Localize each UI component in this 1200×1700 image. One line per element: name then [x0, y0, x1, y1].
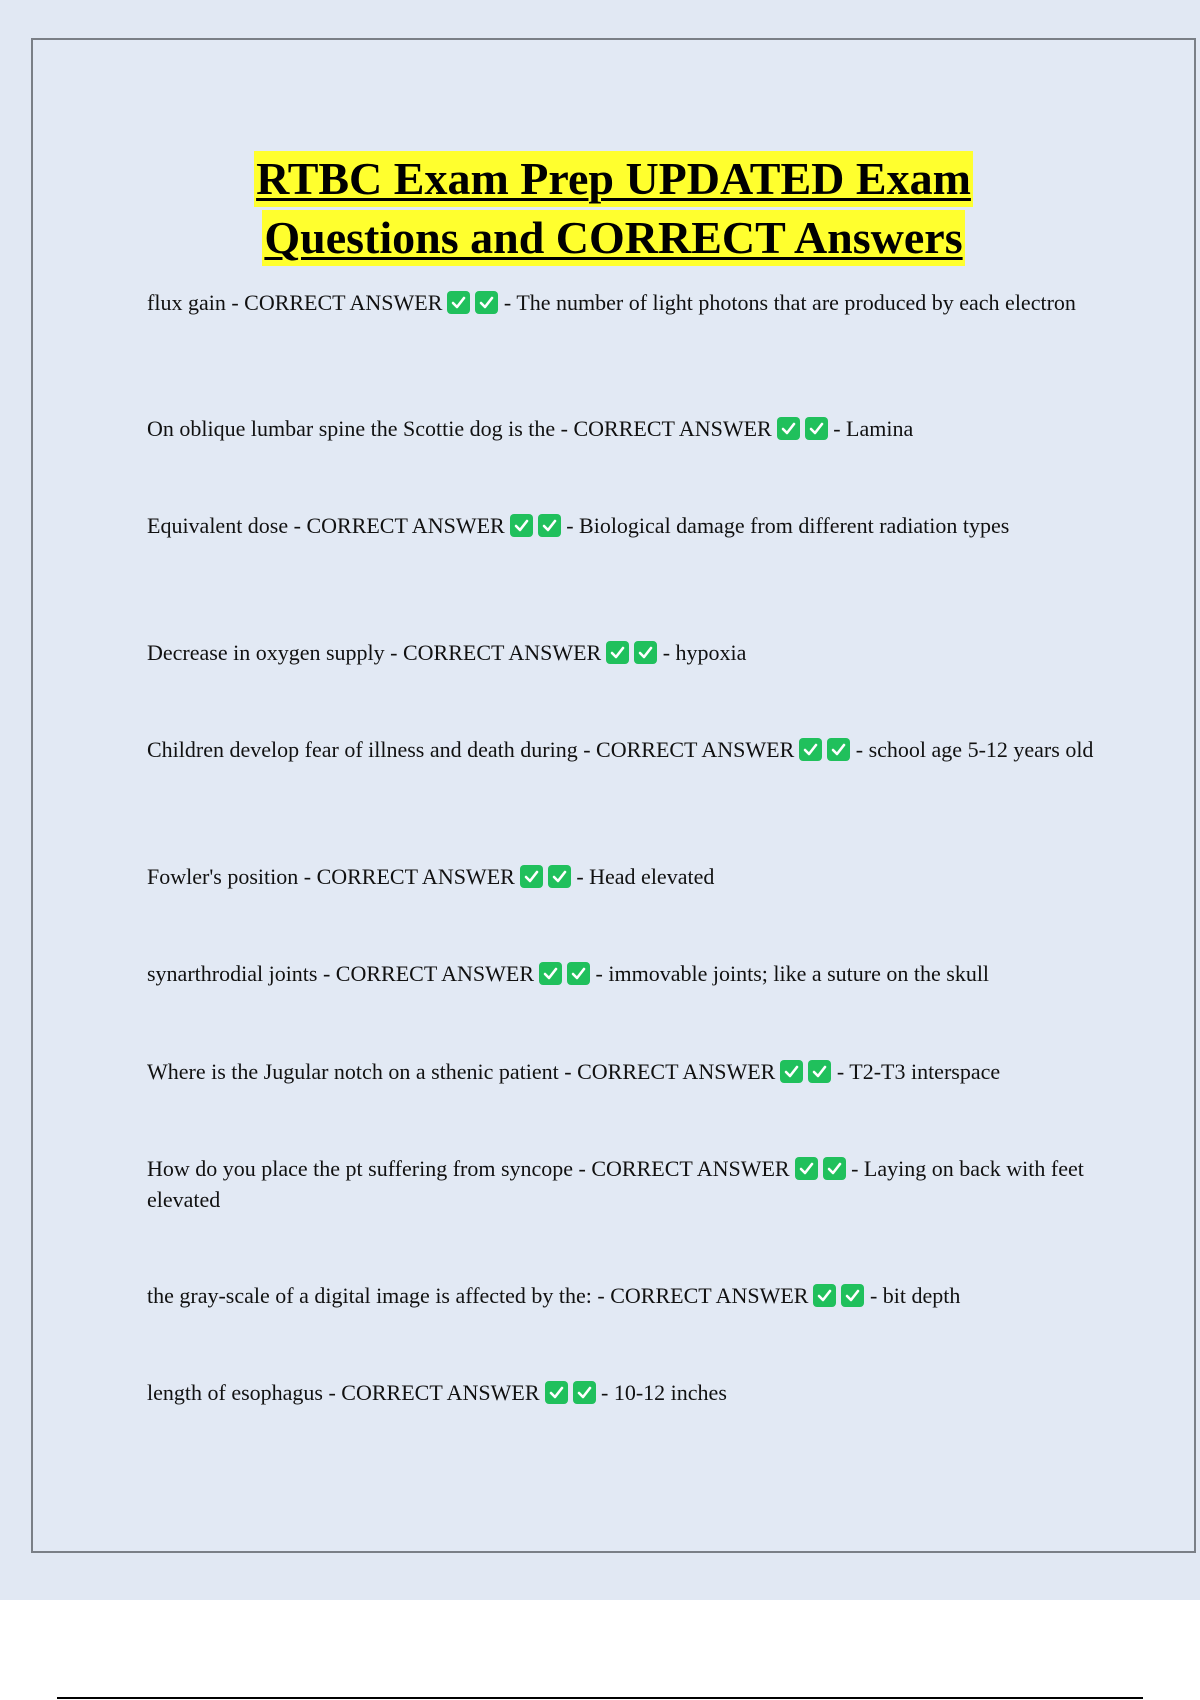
green-checkbox-icon — [447, 291, 470, 314]
green-checkbox-icon — [805, 417, 828, 440]
qa-item — [147, 1377, 1107, 1408]
qa-answer: - school age 5-12 years old — [850, 737, 1094, 762]
qa-answer: - bit depth — [864, 1283, 961, 1308]
qa-item — [147, 1056, 1107, 1087]
qa-question: length of esophagus - CORRECT ANSWER — [147, 1380, 540, 1405]
qa-answer: - Biological damage from different radiation types — [560, 513, 1010, 538]
green-checkbox-icon — [538, 514, 561, 537]
qa-item — [147, 1153, 1107, 1215]
green-checkbox-icon — [808, 1060, 831, 1083]
green-checkbox-icon — [795, 1157, 818, 1180]
document-title — [33, 148, 1194, 266]
qa-question: synarthrodial joints - CORRECT ANSWER — [147, 961, 535, 986]
qa-question: Equivalent dose - CORRECT ANSWER — [147, 513, 505, 538]
qa-item — [147, 1280, 1107, 1311]
qa-answer: - Laying on back with feet elevated — [147, 1156, 1084, 1212]
green-checkbox-icon — [841, 1284, 864, 1307]
qa-answer: - The number of light photons that are produced by each electron — [498, 290, 1076, 315]
qa-item — [147, 958, 1107, 989]
qa-question: Decrease in oxygen supply - CORRECT ANSWER — [147, 640, 602, 665]
qa-answer: - T2-T3 interspace — [831, 1059, 1001, 1084]
qa-answer: - Head elevated — [570, 864, 715, 889]
qa-question: On oblique lumbar spine the Scottie dog is the - CORRECT ANSWER — [147, 416, 772, 441]
qa-answer: - immovable joints; like a suture on the skull — [590, 961, 990, 986]
title-line-1: RTBC Exam Prep UPDATED Exam — [254, 151, 973, 207]
qa-question: Fowler's position - CORRECT ANSWER — [147, 864, 515, 889]
green-checkbox-icon — [539, 962, 562, 985]
green-checkbox-icon — [510, 514, 533, 537]
qa-question: flux gain - CORRECT ANSWER — [147, 290, 443, 315]
green-checkbox-icon — [799, 738, 822, 761]
qa-question: How do you place the pt suffering from syncope - CORRECT ANSWER — [147, 1156, 790, 1181]
qa-item — [147, 287, 1107, 318]
qa-answer: - Lamina — [827, 416, 914, 441]
qa-item — [147, 861, 1107, 892]
green-checkbox-icon — [548, 865, 571, 888]
green-checkbox-icon — [475, 291, 498, 314]
qa-question: Children develop fear of illness and death during - CORRECT ANSWER — [147, 737, 795, 762]
qa-answer: - 10-12 inches — [595, 1380, 727, 1405]
title-line-2: Questions and CORRECT Answers — [262, 210, 964, 266]
document-page — [31, 38, 1196, 1553]
footer-divider — [57, 1697, 1143, 1699]
green-checkbox-icon — [545, 1381, 568, 1404]
qa-answer: - hypoxia — [657, 640, 747, 665]
green-checkbox-icon — [780, 1060, 803, 1083]
green-checkbox-icon — [827, 738, 850, 761]
qa-item — [147, 637, 1107, 668]
green-checkbox-icon — [634, 641, 657, 664]
green-checkbox-icon — [573, 1381, 596, 1404]
qa-item — [147, 413, 1107, 444]
qa-question: Where is the Jugular notch on a sthenic patient - CORRECT ANSWER — [147, 1059, 776, 1084]
green-checkbox-icon — [813, 1284, 836, 1307]
qa-item — [147, 510, 1107, 541]
green-checkbox-icon — [606, 641, 629, 664]
qa-item — [147, 734, 1107, 765]
green-checkbox-icon — [567, 962, 590, 985]
green-checkbox-icon — [823, 1157, 846, 1180]
qa-question: the gray-scale of a digital image is affected by the: - CORRECT ANSWER — [147, 1283, 809, 1308]
green-checkbox-icon — [520, 865, 543, 888]
green-checkbox-icon — [777, 417, 800, 440]
